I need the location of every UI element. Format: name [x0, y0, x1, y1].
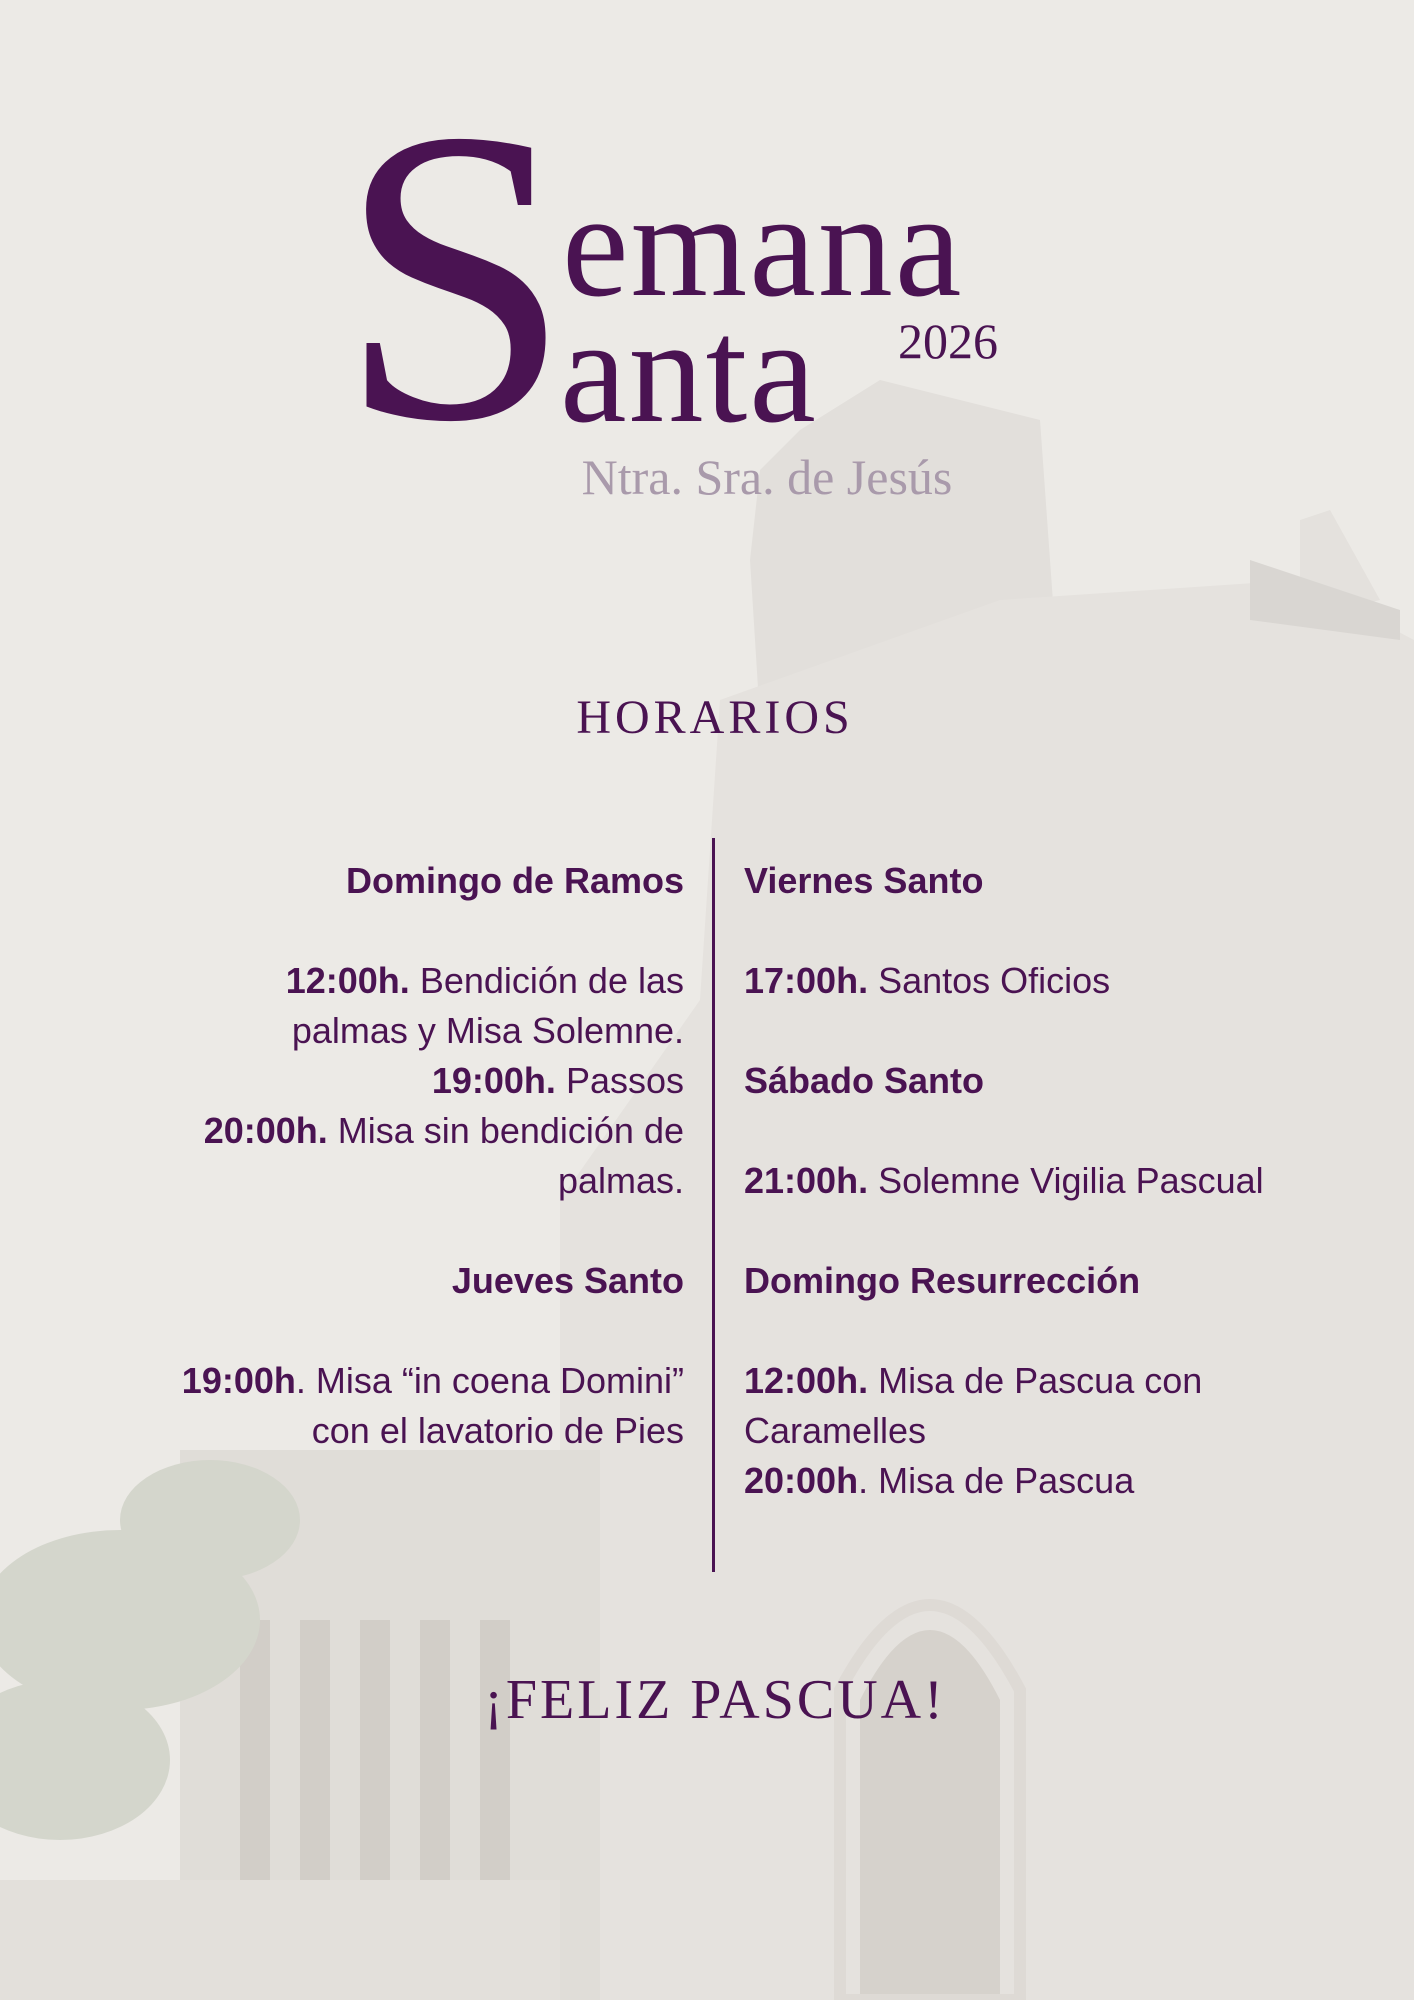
title-word-semana: emana [562, 162, 964, 328]
event-text: Caramelles [744, 1410, 927, 1451]
schedule-right-column [744, 856, 1344, 1506]
column-divider [712, 838, 715, 1572]
event-text: Misa sin bendición de [327, 1110, 684, 1151]
event-text: Solemne Vigilia Pascual [868, 1160, 1264, 1201]
day-heading: Sábado Santo [744, 1060, 985, 1101]
event-text: palmas y Misa Solemne. [291, 1010, 684, 1051]
title-initial-s: S [338, 43, 572, 508]
time-label: 19:00h [181, 1360, 296, 1401]
event-text: Passos [555, 1060, 684, 1101]
time-label: 19:00h. [431, 1060, 556, 1101]
day-heading: Domingo Resurrección [744, 1260, 1141, 1301]
event-text: . Misa “in coena Domini” [295, 1360, 684, 1401]
event-text: . Misa de Pascua [858, 1460, 1135, 1501]
event-text: Bendición de las [409, 960, 684, 1001]
time-label: 12:00h. [744, 1360, 869, 1401]
day-heading: Viernes Santo [744, 860, 984, 901]
schedule-left-column [124, 856, 684, 1456]
event-text: Santos Oficios [868, 960, 1111, 1001]
title-word-santa: anta [560, 288, 818, 454]
time-label: 17:00h. [744, 960, 869, 1001]
event-text: palmas. [557, 1160, 684, 1201]
event-text: con el lavatorio de Pies [311, 1410, 684, 1451]
closing-greeting: ¡FELIZ PASCUA! [484, 1669, 946, 1731]
time-label: 21:00h. [744, 1160, 869, 1201]
event-text: Misa de Pascua con [868, 1360, 1203, 1401]
section-title-horarios: HORARIOS [576, 691, 854, 744]
parish-subtitle: Ntra. Sra. de Jesús [581, 449, 953, 505]
title-year: 2026 [898, 313, 998, 369]
time-label: 20:00h [744, 1460, 859, 1501]
time-label: 12:00h. [285, 960, 410, 1001]
time-label: 20:00h. [203, 1110, 328, 1151]
day-heading: Jueves Santo [451, 1260, 684, 1301]
day-heading: Domingo de Ramos [345, 860, 684, 901]
